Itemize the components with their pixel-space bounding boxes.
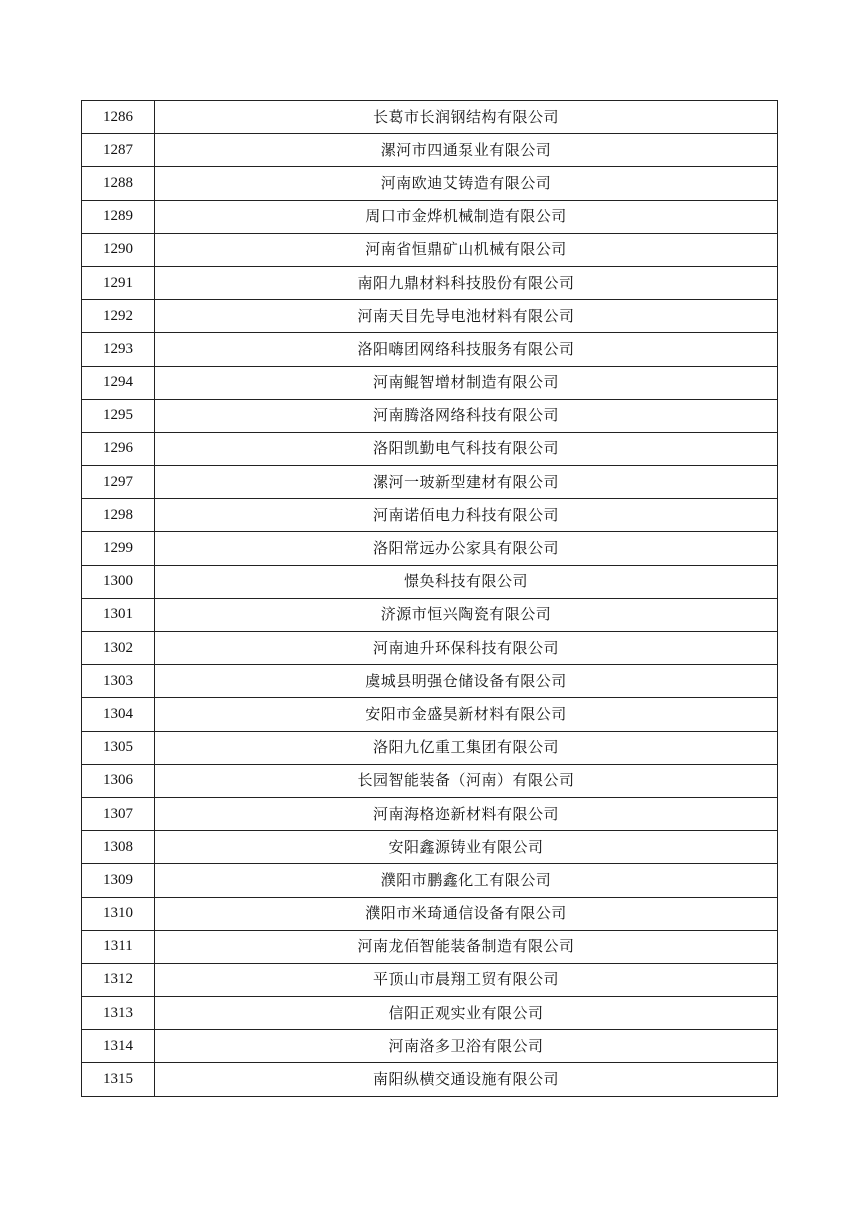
table-row <box>82 466 778 499</box>
table-row <box>82 1063 778 1096</box>
company-name: 河南海格迩新材料有限公司 <box>155 797 778 830</box>
row-number: 1295 <box>82 399 155 432</box>
row-number: 1286 <box>82 101 155 134</box>
row-number: 1299 <box>82 532 155 565</box>
row-number: 1310 <box>82 897 155 930</box>
company-name: 济源市恒兴陶瓷有限公司 <box>155 598 778 631</box>
row-number: 1290 <box>82 233 155 266</box>
row-number: 1314 <box>82 1030 155 1063</box>
row-number: 1305 <box>82 731 155 764</box>
company-name: 洛阳嗨团网络科技服务有限公司 <box>155 333 778 366</box>
row-number: 1303 <box>82 665 155 698</box>
company-name: 河南欧迪艾铸造有限公司 <box>155 167 778 200</box>
table-row <box>82 200 778 233</box>
company-name: 河南诺佰电力科技有限公司 <box>155 499 778 532</box>
row-number: 1296 <box>82 432 155 465</box>
company-name: 河南洛多卫浴有限公司 <box>155 1030 778 1063</box>
company-name: 平顶山市晨翔工贸有限公司 <box>155 963 778 996</box>
company-name: 漯河一玻新型建材有限公司 <box>155 466 778 499</box>
company-name: 洛阳凯勤电气科技有限公司 <box>155 432 778 465</box>
table-row <box>82 432 778 465</box>
row-number: 1297 <box>82 466 155 499</box>
row-number: 1292 <box>82 300 155 333</box>
company-name: 河南龙佰智能装备制造有限公司 <box>155 930 778 963</box>
table-row <box>82 366 778 399</box>
table-row <box>82 266 778 299</box>
company-name: 周口市金烨机械制造有限公司 <box>155 200 778 233</box>
row-number: 1313 <box>82 997 155 1030</box>
table-row <box>82 399 778 432</box>
row-number: 1307 <box>82 797 155 830</box>
table-row <box>82 997 778 1030</box>
table-row <box>82 167 778 200</box>
row-number: 1315 <box>82 1063 155 1096</box>
company-name: 洛阳常远办公家具有限公司 <box>155 532 778 565</box>
company-name: 河南鲲智增材制造有限公司 <box>155 366 778 399</box>
row-number: 1306 <box>82 764 155 797</box>
row-number: 1304 <box>82 698 155 731</box>
company-name: 河南省恒鼎矿山机械有限公司 <box>155 233 778 266</box>
table-row <box>82 731 778 764</box>
company-name: 漯河市四通泵业有限公司 <box>155 134 778 167</box>
table-row <box>82 101 778 134</box>
company-name: 濮阳市鹏鑫化工有限公司 <box>155 864 778 897</box>
table-row <box>82 930 778 963</box>
company-name: 虞城县明强仓储设备有限公司 <box>155 665 778 698</box>
row-number: 1311 <box>82 930 155 963</box>
table-row <box>82 333 778 366</box>
company-list-body <box>82 101 778 1097</box>
company-name: 信阳正观实业有限公司 <box>155 997 778 1030</box>
company-name: 安阳市金盛昊新材料有限公司 <box>155 698 778 731</box>
row-number: 1312 <box>82 963 155 996</box>
company-name: 长葛市长润钢结构有限公司 <box>155 101 778 134</box>
row-number: 1301 <box>82 598 155 631</box>
row-number: 1300 <box>82 565 155 598</box>
company-list-table <box>81 100 778 1097</box>
row-number: 1298 <box>82 499 155 532</box>
table-row <box>82 499 778 532</box>
table-row <box>82 698 778 731</box>
company-name: 长园智能装备（河南）有限公司 <box>155 764 778 797</box>
company-name: 憬奂科技有限公司 <box>155 565 778 598</box>
company-name: 南阳九鼎材料科技股份有限公司 <box>155 266 778 299</box>
table-row <box>82 864 778 897</box>
row-number: 1309 <box>82 864 155 897</box>
company-name: 安阳鑫源铸业有限公司 <box>155 831 778 864</box>
table-row <box>82 300 778 333</box>
table-row <box>82 598 778 631</box>
row-number: 1308 <box>82 831 155 864</box>
company-name: 南阳纵横交通设施有限公司 <box>155 1063 778 1096</box>
table-row <box>82 831 778 864</box>
table-row <box>82 632 778 665</box>
row-number: 1294 <box>82 366 155 399</box>
table-row <box>82 764 778 797</box>
table-row <box>82 233 778 266</box>
row-number: 1287 <box>82 134 155 167</box>
row-number: 1289 <box>82 200 155 233</box>
company-name: 洛阳九亿重工集团有限公司 <box>155 731 778 764</box>
row-number: 1288 <box>82 167 155 200</box>
table-row <box>82 1030 778 1063</box>
company-name: 河南迪升环保科技有限公司 <box>155 632 778 665</box>
table-row <box>82 897 778 930</box>
row-number: 1291 <box>82 266 155 299</box>
company-name: 河南天目先导电池材料有限公司 <box>155 300 778 333</box>
table-row <box>82 532 778 565</box>
table-row <box>82 134 778 167</box>
row-number: 1293 <box>82 333 155 366</box>
table-row <box>82 963 778 996</box>
company-name: 河南腾洛网络科技有限公司 <box>155 399 778 432</box>
table-row <box>82 565 778 598</box>
company-name: 濮阳市米琦通信设备有限公司 <box>155 897 778 930</box>
row-number: 1302 <box>82 632 155 665</box>
table-row <box>82 665 778 698</box>
table-row <box>82 797 778 830</box>
